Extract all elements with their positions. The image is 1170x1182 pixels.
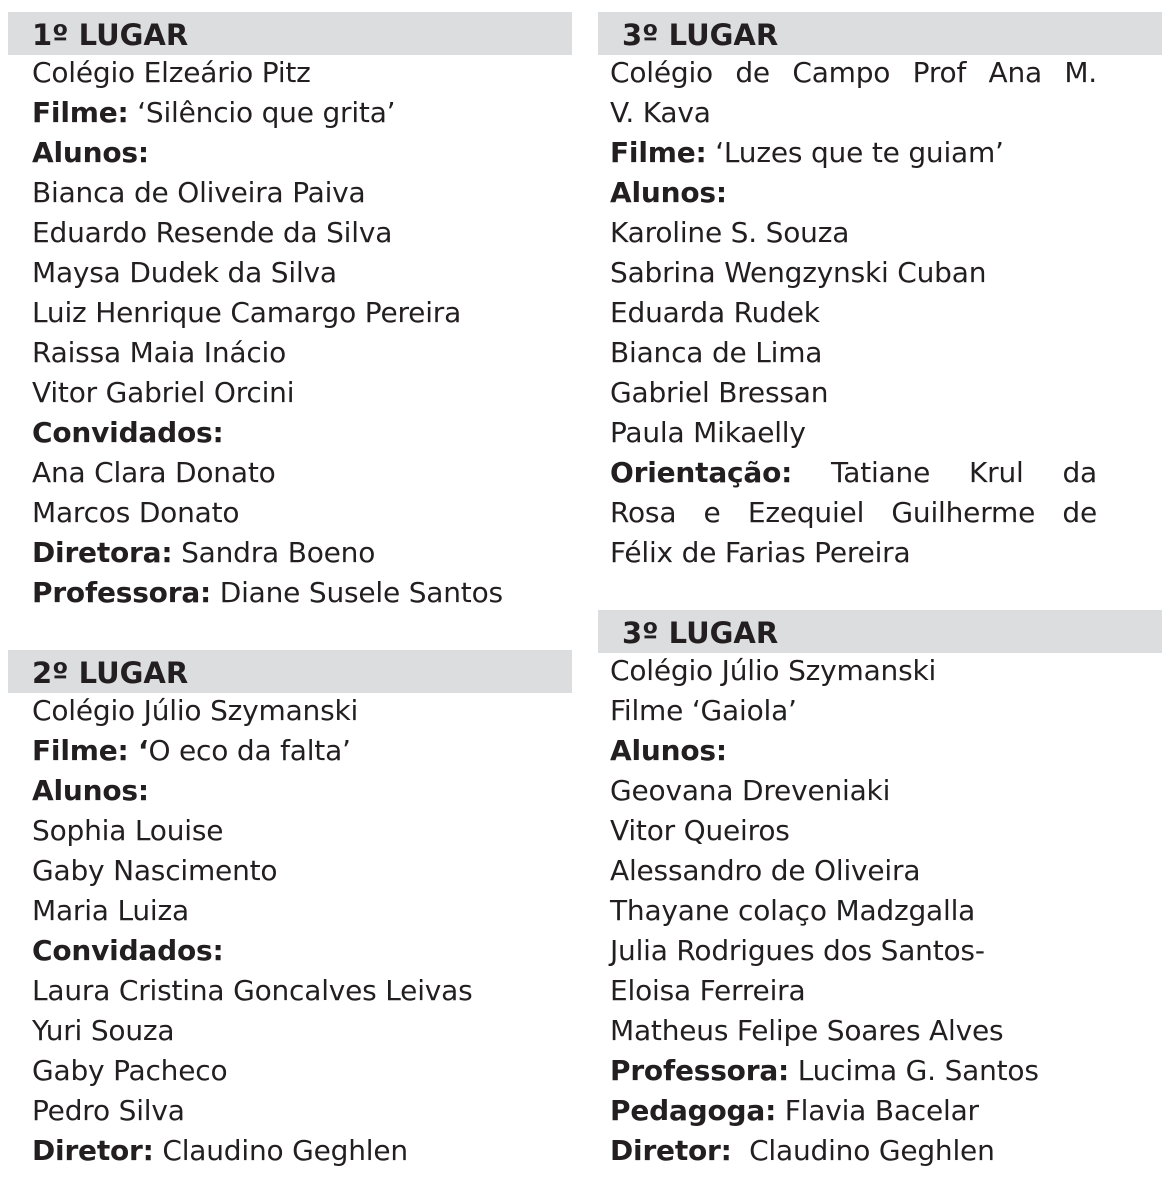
field-value: Colégio de Campo Prof Ana M. [610, 56, 1097, 89]
field-label: Professora: [610, 1054, 790, 1087]
section-body [8, 691, 572, 1171]
field-label: Orientação: [610, 456, 793, 489]
field-value: Colégio Júlio Szymanski [610, 654, 937, 687]
field-value: Claudino Geghlen [731, 1134, 995, 1167]
section-1st-place [8, 12, 572, 613]
field-value: Félix de Farias Pereira [610, 536, 911, 569]
field-value: Filme ‘Gaiola’ [610, 694, 797, 727]
field-label: Alunos: [610, 176, 727, 209]
field-value: Alessandro de Oliveira [610, 854, 921, 887]
field-value: Gaby Pacheco [32, 1054, 228, 1087]
section-body [598, 53, 1162, 573]
field-value: Vitor Gabriel Orcini [32, 376, 295, 409]
text-line [598, 93, 1097, 133]
field-value: Matheus Felipe Soares Alves [610, 1014, 1004, 1047]
field-value: Colégio Júlio Szymanski [32, 694, 359, 727]
text-line [598, 453, 1097, 493]
field-value: Geovana Dreveniaki [610, 774, 891, 807]
text-line [8, 493, 572, 533]
field-label: Alunos: [610, 734, 727, 767]
text-line [8, 811, 572, 851]
field-label: Diretor: [610, 1134, 732, 1167]
field-value: Thayane colaço Madzgalla [610, 894, 976, 927]
field-value: Karoline S. Souza [610, 216, 850, 249]
text-line [598, 971, 1097, 1011]
field-value: Lucima G. Santos [789, 1054, 1039, 1087]
section-3rd-place-b [598, 610, 1162, 1171]
field-value: Julia Rodrigues dos Santos- [610, 934, 985, 967]
field-value: Vitor Queiros [610, 814, 790, 847]
text-line [598, 1131, 1097, 1171]
field-label: Convidados: [32, 416, 224, 449]
field-label: Diretor: [32, 1134, 154, 1167]
text-line [8, 53, 572, 93]
field-value: Tatiane Krul da [792, 456, 1097, 489]
field-value: ‘Luzes que te guiam’ [706, 136, 1004, 169]
field-value: Luiz Henrique Camargo Pereira [32, 296, 462, 329]
text-line [598, 253, 1097, 293]
section-heading: 3º LUGAR [598, 610, 1162, 653]
text-line [598, 333, 1097, 373]
field-value: Ana Clara Donato [32, 456, 276, 489]
field-value: Pedro Silva [32, 1094, 185, 1127]
field-value: Sophia Louise [32, 814, 224, 847]
text-line [8, 1051, 572, 1091]
text-line [8, 1011, 572, 1051]
field-value: Rosa e Ezequiel Guilherme de [610, 496, 1097, 529]
text-line [8, 293, 572, 333]
text-line [598, 1011, 1097, 1051]
text-line [8, 93, 572, 133]
field-value: Maysa Dudek da Silva [32, 256, 337, 289]
field-value: O eco da falta’ [148, 734, 351, 767]
field-value: Claudino Geghlen [153, 1134, 408, 1167]
field-value: Paula Mikaelly [610, 416, 806, 449]
text-line [598, 213, 1097, 253]
text-line [598, 373, 1097, 413]
text-line [598, 811, 1097, 851]
text-line [8, 373, 572, 413]
text-line [8, 173, 572, 213]
field-value: Eduardo Resende da Silva [32, 216, 393, 249]
field-value: Sabrina Wengzynski Cuban [610, 256, 987, 289]
text-line [598, 133, 1097, 173]
section-2nd-place [8, 650, 572, 1171]
text-line [598, 533, 1097, 573]
field-label: Alunos: [32, 136, 149, 169]
field-value: Maria Luiza [32, 894, 189, 927]
text-line [598, 891, 1097, 931]
field-value: Bianca de Oliveira Paiva [32, 176, 366, 209]
field-label: Filme: [32, 96, 129, 129]
text-line [598, 691, 1097, 731]
field-value: Colégio Elzeário Pitz [32, 56, 311, 89]
text-line [598, 53, 1097, 93]
field-label: Diretora: [32, 536, 173, 569]
text-line [598, 293, 1097, 333]
text-line [8, 413, 572, 453]
field-value: Eloisa Ferreira [610, 974, 806, 1007]
section-3rd-place-a [598, 12, 1162, 573]
text-line [598, 731, 1097, 771]
text-line [8, 573, 572, 613]
field-value: Diane Susele Santos [211, 576, 503, 609]
field-value: Gaby Nascimento [32, 854, 278, 887]
text-line [8, 1131, 572, 1171]
text-line [8, 533, 572, 573]
field-label: Filme: [610, 136, 707, 169]
text-line [8, 1091, 572, 1131]
text-line [8, 731, 572, 771]
text-line [598, 931, 1097, 971]
text-line [598, 1091, 1097, 1131]
section-heading: 1º LUGAR [8, 12, 572, 55]
text-line [8, 851, 572, 891]
field-value: Marcos Donato [32, 496, 240, 529]
section-heading: 3º LUGAR [598, 12, 1162, 55]
text-line [8, 133, 572, 173]
section-body [8, 53, 572, 613]
field-value: Eduarda Rudek [610, 296, 820, 329]
field-label: Pedagoga: [610, 1094, 777, 1127]
field-label: Professora: [32, 576, 212, 609]
field-label: Filme: ‘ [32, 734, 149, 767]
field-label: Alunos: [32, 774, 149, 807]
text-line [598, 413, 1097, 453]
text-line [598, 493, 1097, 533]
text-line [8, 691, 572, 731]
field-value: Sandra Boeno [172, 536, 376, 569]
text-line [8, 213, 572, 253]
field-value: V. Kava [610, 96, 711, 129]
field-value: Laura Cristina Goncalves Leivas [32, 974, 473, 1007]
text-line [598, 1051, 1097, 1091]
text-line [598, 651, 1097, 691]
field-value: Gabriel Bressan [610, 376, 829, 409]
text-line [8, 771, 572, 811]
field-value: Bianca de Lima [610, 336, 823, 369]
field-value: ‘Silêncio que grita’ [128, 96, 396, 129]
text-line [8, 931, 572, 971]
section-heading: 2º LUGAR [8, 650, 572, 693]
text-line [8, 253, 572, 293]
text-line [8, 333, 572, 373]
text-line [598, 851, 1097, 891]
section-body [598, 651, 1162, 1171]
text-line [8, 453, 572, 493]
text-line [8, 891, 572, 931]
text-line [8, 971, 572, 1011]
field-value: Yuri Souza [32, 1014, 175, 1047]
text-line [598, 771, 1097, 811]
field-label: Convidados: [32, 934, 224, 967]
text-line [598, 173, 1097, 213]
field-value: Raissa Maia Inácio [32, 336, 287, 369]
field-value: Flavia Bacelar [776, 1094, 979, 1127]
